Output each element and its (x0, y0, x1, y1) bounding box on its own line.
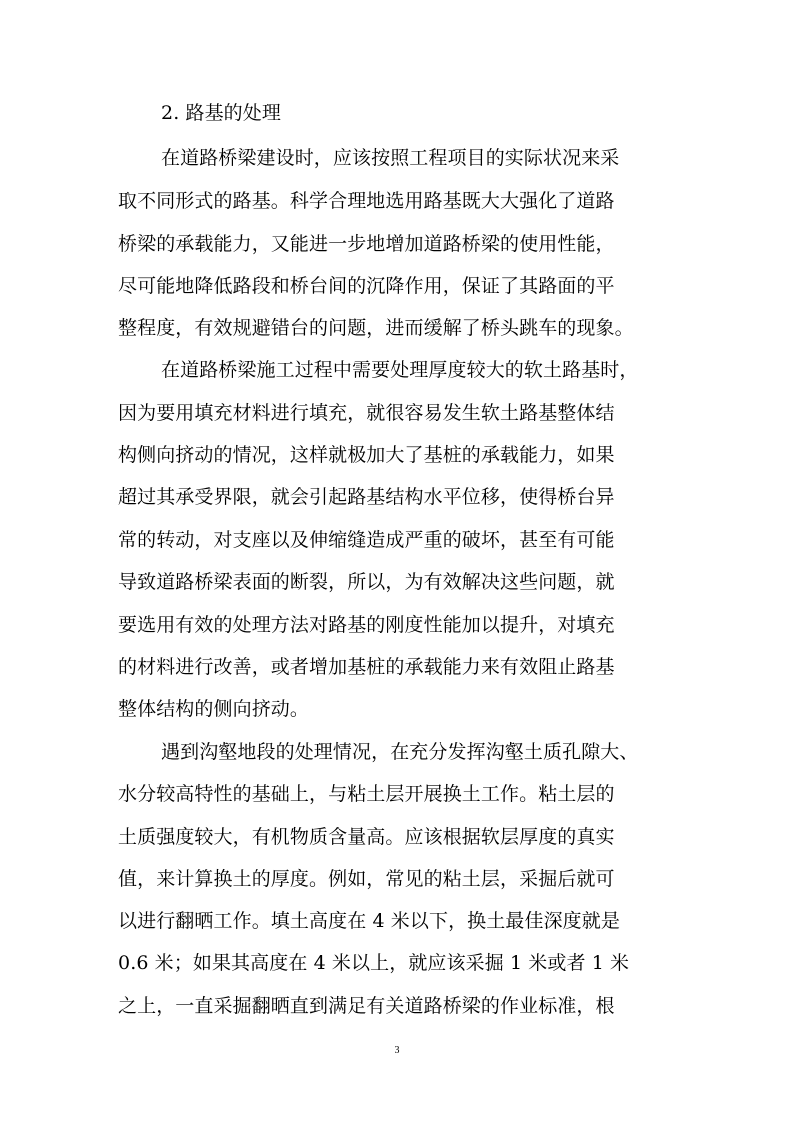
paragraph-line: 整程度，有效规避错台的问题，进而缓解了桥头跳车的现象。 (118, 317, 634, 339)
paragraph-line: 取不同形式的路基。科学合理地选用路基既大大强化了道路 (118, 190, 615, 212)
paragraph-line: 导致道路桥梁表面的断裂，所以，为有效解决这些问题，就 (118, 571, 615, 593)
paragraph-line: 因为要用填充材料进行填充，就很容易发生软土路基整体结 (118, 402, 615, 424)
section-heading: 2. 路基的处理 (161, 102, 281, 124)
paragraph-line: 以进行翻晒工作。填土高度在 4 米以下，换土最佳深度就是 (118, 910, 620, 932)
paragraph-line: 之上，一直采掘翻晒直到满足有关道路桥梁的作业标准，根 (118, 995, 615, 1017)
paragraph-line: 常的转动，对支座以及伸缩缝造成严重的破坏，甚至有可能 (118, 529, 615, 551)
paragraph-line: 构侧向挤动的情况，这样就极加大了基桩的承载能力，如果 (118, 444, 615, 466)
paragraph-line: 在道路桥梁施工过程中需要处理厚度较大的软土路基时， (161, 359, 639, 381)
paragraph-line: 要选用有效的处理方法对路基的刚度性能加以提升，对填充 (118, 614, 615, 636)
paragraph-line: 整体结构的侧向挤动。 (118, 698, 310, 720)
paragraph-line: 水分较高特性的基础上，与粘土层开展换土工作。粘土层的 (118, 783, 615, 805)
paragraph-line: 在道路桥梁建设时，应该按照工程项目的实际状况来采 (161, 147, 620, 169)
paragraph-line: 值，来计算换土的厚度。例如，常见的粘土层，采掘后就可 (118, 868, 615, 890)
paragraph-line: 土质强度较大，有机物质含量高。应该根据软层厚度的真实 (118, 826, 615, 848)
paragraph-line: 的材料进行改善，或者增加基桩的承载能力来有效阻止路基 (118, 656, 615, 678)
page-number: 3 (394, 1045, 400, 1056)
paragraph-line: 超过其承受界限，就会引起路基结构水平位移，使得桥台异 (118, 486, 615, 508)
paragraph-line: 尽可能地降低路段和桥台间的沉降作用，保证了其路面的平 (118, 275, 615, 297)
paragraph-line: 遇到沟壑地段的处理情况，在充分发挥沟壑土质孔隙大、 (161, 741, 639, 763)
paragraph-line: 0.6 米；如果其高度在 4 米以上，就应该采掘 1 米或者 1 米 (118, 952, 630, 974)
paragraph-line: 桥梁的承载能力，又能进一步地增加道路桥梁的使用性能， (118, 233, 615, 255)
